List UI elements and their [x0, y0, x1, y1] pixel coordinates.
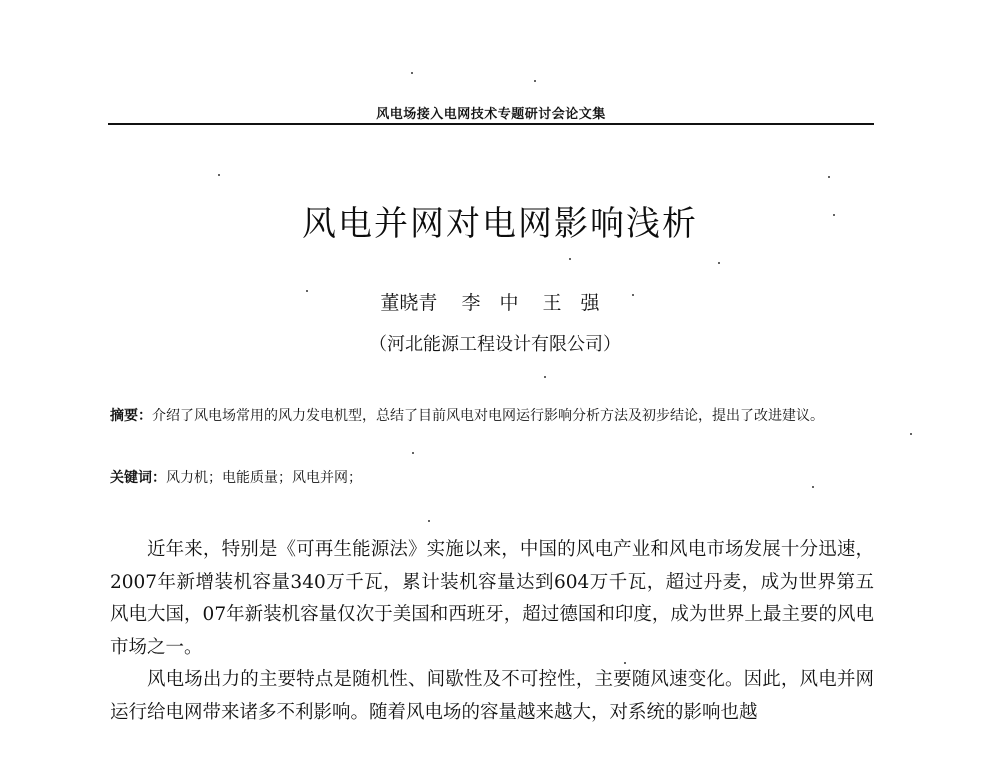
- scan-speck: [411, 72, 413, 74]
- author-list: [0, 288, 980, 315]
- scan-speck: [412, 452, 414, 454]
- affiliation: （河北能源工程设计有限公司）: [369, 334, 621, 355]
- scan-speck: [833, 214, 835, 216]
- keywords-text: 风力机；电能质量；风电并网；: [166, 470, 362, 486]
- scan-speck: [544, 376, 546, 378]
- keywords-label: 关键词：: [110, 470, 166, 486]
- body-paragraph: 风电场出力的主要特点是随机性、间歇性及不可控性，主要随风速变化。因此，风电并网运行给电网带来诸多不利影响。随着风电场的容量越来越大，对系统的影响也越: [110, 669, 874, 723]
- scan-speck: [718, 262, 720, 264]
- author-name: 李 中: [461, 292, 519, 314]
- body-text: [110, 534, 874, 729]
- paper-title: 风电并网对电网影响浅析: [302, 204, 698, 244]
- scan-speck: [306, 290, 308, 292]
- scan-speck: [624, 662, 626, 664]
- scan-speck: [828, 176, 830, 178]
- running-header: 风电场接入电网技术专题研讨会论文集: [376, 107, 606, 122]
- scan-speck: [569, 258, 571, 260]
- scan-speck: [428, 520, 430, 522]
- abstract: [110, 402, 874, 431]
- scan-speck: [632, 294, 634, 296]
- scan-speck: [218, 174, 220, 176]
- abstract-text: 介绍了风电场常用的风力发电机型，总结了目前风电对电网运行影响分析方法及初步结论，提出了改进建议。: [152, 408, 824, 424]
- header-rule: [108, 123, 874, 125]
- body-paragraph: 近年来，特别是《可再生能源法》实施以来，中国的风电产业和风电市场发展十分迅速，2007年新增装机容量340万千瓦，累计装机容量达到604万千瓦，超过丹麦，成为世界第五风电大国，07年新装机容量仅次于美国和西班牙，超过德国和印度，成为世界上最主要的风电市场之一。: [110, 539, 874, 658]
- scan-speck: [812, 486, 814, 488]
- scan-speck: [534, 80, 536, 82]
- keywords: [110, 466, 874, 490]
- scan-speck: [910, 433, 912, 435]
- author-name: 王 强: [542, 292, 600, 314]
- abstract-label: 摘要：: [110, 408, 152, 424]
- author-name: 董晓青: [380, 292, 438, 314]
